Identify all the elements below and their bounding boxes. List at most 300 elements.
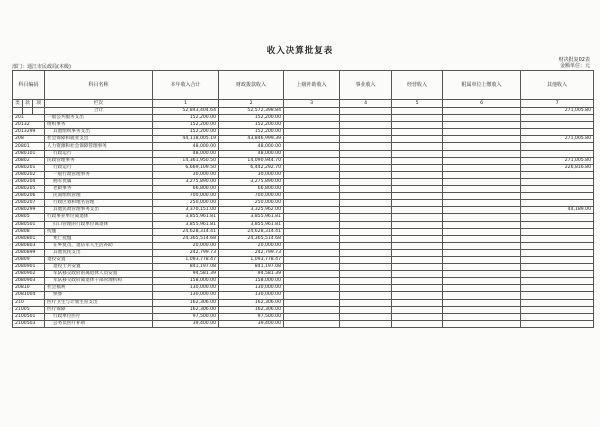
row-other: 271,005.80 bbox=[521, 136, 594, 143]
row-name: 抚恤 bbox=[45, 228, 153, 235]
row-upper bbox=[284, 171, 340, 178]
row-name: 归口管理的行政单位离退休 bbox=[45, 221, 153, 228]
row-operating bbox=[392, 249, 443, 256]
row-name: 拥军优属 bbox=[45, 178, 153, 185]
table-row bbox=[13, 207, 594, 214]
row-name: 医疗卫生与计划生育支出 bbox=[45, 299, 153, 306]
row-business bbox=[340, 320, 392, 327]
row-upper bbox=[284, 313, 340, 320]
col-num: 4 bbox=[340, 100, 392, 108]
row-fiscal: 43,846,999.39 bbox=[219, 136, 284, 143]
row-code: 2080899 bbox=[13, 249, 45, 256]
row-other bbox=[521, 242, 594, 249]
row-fiscal: 66,800.00 bbox=[219, 186, 284, 193]
row-code: 2080201 bbox=[13, 164, 45, 171]
row-subsidiary bbox=[443, 150, 521, 157]
row-fiscal: 24,365,514.68 bbox=[219, 235, 284, 242]
row-fiscal: 3,275,890.00 bbox=[219, 178, 284, 185]
row-code: 20802 bbox=[13, 157, 45, 164]
row-operating bbox=[392, 193, 443, 200]
row-upper bbox=[284, 278, 340, 285]
row-upper bbox=[284, 249, 340, 256]
header-upper: 上级补助收入 bbox=[284, 71, 340, 100]
row-fiscal: 20,000.00 bbox=[219, 242, 284, 249]
row-code: 2081004 bbox=[13, 292, 45, 299]
row-fiscal: 6,442,292.70 bbox=[219, 164, 284, 171]
row-total: 20,000.00 bbox=[153, 242, 219, 249]
row-operating bbox=[392, 186, 443, 193]
row-upper bbox=[284, 186, 340, 193]
row-total: 66,800.00 bbox=[153, 186, 219, 193]
row-subsidiary bbox=[443, 242, 521, 249]
row-upper bbox=[284, 221, 340, 228]
row-operating bbox=[392, 136, 443, 143]
row-upper bbox=[284, 164, 340, 171]
row-total: 3,855,961.81 bbox=[153, 214, 219, 221]
row-subsidiary bbox=[443, 256, 521, 263]
row-name: 民间组织管理 bbox=[45, 193, 153, 200]
table-row bbox=[13, 122, 594, 129]
row-upper bbox=[284, 178, 340, 185]
row-operating bbox=[392, 129, 443, 136]
xiang-label: 项 bbox=[33, 100, 45, 108]
row-total: 130,000.00 bbox=[153, 285, 219, 292]
row-fiscal: 39,400.00 bbox=[219, 320, 284, 327]
row-total: 3,855,961.81 bbox=[153, 221, 219, 228]
row-name: 行政单位医疗 bbox=[45, 313, 153, 320]
row-other bbox=[521, 200, 594, 207]
row-code: 20801 bbox=[13, 143, 45, 150]
row-upper bbox=[284, 235, 340, 242]
row-total: 242,799.73 bbox=[153, 249, 219, 256]
header-fiscal: 财政拨款收入 bbox=[219, 71, 284, 100]
row-name: 行政运行 bbox=[45, 150, 153, 157]
row-fiscal: 700,000.00 bbox=[219, 193, 284, 200]
row-business bbox=[340, 164, 392, 171]
form-code: 财决批复02表 bbox=[558, 57, 590, 63]
row-business bbox=[340, 313, 392, 320]
row-fiscal: 250,000.00 bbox=[219, 200, 284, 207]
header-name: 科目名称 bbox=[45, 71, 153, 100]
row-business bbox=[340, 278, 392, 285]
row-subsidiary bbox=[443, 214, 521, 221]
row-name: 行政区划和地名管理 bbox=[45, 200, 153, 207]
page-title: 收入决算批复表 bbox=[266, 46, 334, 56]
table-row bbox=[13, 200, 594, 207]
row-operating bbox=[392, 299, 443, 306]
row-name: 其他民政管理事务支出 bbox=[45, 207, 153, 214]
row-upper bbox=[284, 228, 340, 235]
row-other bbox=[521, 228, 594, 235]
row-code: 2080101 bbox=[13, 150, 45, 157]
row-fiscal: 94,581.39 bbox=[219, 271, 284, 278]
row-code: 2080501 bbox=[13, 221, 45, 228]
row-code: 20808 bbox=[13, 228, 45, 235]
row-other bbox=[521, 320, 594, 327]
table-row bbox=[13, 285, 594, 292]
row-business bbox=[340, 143, 392, 150]
table-row bbox=[13, 256, 594, 263]
table-row bbox=[13, 115, 594, 122]
row-upper bbox=[284, 150, 340, 157]
table-row bbox=[13, 264, 594, 271]
row-subsidiary bbox=[443, 115, 521, 122]
row-business bbox=[340, 235, 392, 242]
kuan-label: 款 bbox=[23, 100, 33, 108]
header-row bbox=[13, 71, 594, 100]
row-total: 14,361,950.50 bbox=[153, 157, 219, 164]
row-upper bbox=[284, 214, 340, 221]
row-business bbox=[340, 200, 392, 207]
header-subsidiary: 附属单位上缴收入 bbox=[443, 71, 521, 100]
row-other bbox=[521, 115, 594, 122]
row-operating bbox=[392, 221, 443, 228]
row-subsidiary bbox=[443, 299, 521, 306]
row-total: 152,200.00 bbox=[153, 129, 219, 136]
row-name: 其他组织事务支出 bbox=[45, 129, 153, 136]
row-code: 210 bbox=[13, 299, 45, 306]
table-row bbox=[13, 235, 594, 242]
row-upper bbox=[284, 320, 340, 327]
row-business bbox=[340, 228, 392, 235]
row-fiscal: 162,306.00 bbox=[219, 306, 284, 313]
row-name: 民政管理事务 bbox=[45, 157, 153, 164]
row-other bbox=[521, 306, 594, 313]
table-row bbox=[13, 186, 594, 193]
row-other bbox=[521, 292, 594, 299]
row-name: 医疗保障 bbox=[45, 306, 153, 313]
row-fiscal: 30,000.00 bbox=[219, 171, 284, 178]
row-fiscal: 152,200.00 bbox=[219, 129, 284, 136]
row-fiscal: 48,000.00 bbox=[219, 143, 284, 150]
row-operating bbox=[392, 235, 443, 242]
row-business bbox=[340, 122, 392, 129]
row-subsidiary bbox=[443, 122, 521, 129]
row-total: 48,000.00 bbox=[153, 150, 219, 157]
row-code: 2080801 bbox=[13, 235, 45, 242]
row-subsidiary bbox=[443, 200, 521, 207]
table-row bbox=[13, 271, 594, 278]
row-business bbox=[340, 115, 392, 122]
table-row bbox=[13, 292, 594, 299]
row-other bbox=[521, 129, 594, 136]
table-row bbox=[13, 278, 594, 285]
row-operating bbox=[392, 242, 443, 249]
row-upper bbox=[284, 242, 340, 249]
row-code: 2080903 bbox=[13, 278, 45, 285]
header-code: 科目编码 bbox=[13, 71, 45, 100]
row-other bbox=[521, 193, 594, 200]
table-row bbox=[13, 150, 594, 157]
row-other bbox=[521, 249, 594, 256]
row-total: 152,200.00 bbox=[153, 115, 219, 122]
row-operating bbox=[392, 306, 443, 313]
row-operating bbox=[392, 143, 443, 150]
row-other bbox=[521, 264, 594, 271]
row-business bbox=[340, 171, 392, 178]
table-row bbox=[13, 306, 594, 313]
col-num: 6 bbox=[443, 100, 521, 108]
row-operating bbox=[392, 207, 443, 214]
table-row bbox=[13, 249, 594, 256]
row-other bbox=[521, 271, 594, 278]
row-business bbox=[340, 242, 392, 249]
row-other bbox=[521, 214, 594, 221]
row-fiscal: 3,855,961.81 bbox=[219, 214, 284, 221]
table-row bbox=[13, 136, 594, 143]
row-operating bbox=[392, 313, 443, 320]
row-other bbox=[521, 150, 594, 157]
table-row bbox=[13, 228, 594, 235]
row-business bbox=[340, 292, 392, 299]
row-operating bbox=[392, 164, 443, 171]
row-operating bbox=[392, 264, 443, 271]
row-fiscal: 152,200.00 bbox=[219, 115, 284, 122]
row-name: 社会保障和就业支出 bbox=[45, 136, 153, 143]
row-business bbox=[340, 129, 392, 136]
row-subsidiary bbox=[443, 292, 521, 299]
row-business bbox=[340, 214, 392, 221]
row-code: 20810 bbox=[13, 285, 45, 292]
row-total: 3,370,151.00 bbox=[153, 207, 219, 214]
table-row bbox=[13, 193, 594, 200]
row-other bbox=[521, 143, 594, 150]
row-subsidiary bbox=[443, 320, 521, 327]
row-subsidiary bbox=[443, 221, 521, 228]
row-code: 208 bbox=[13, 136, 45, 143]
row-code: 2080204 bbox=[13, 178, 45, 185]
row-subsidiary bbox=[443, 207, 521, 214]
row-other bbox=[521, 256, 594, 263]
row-business bbox=[340, 178, 392, 185]
lanci-row bbox=[13, 100, 594, 108]
row-total: 6,669,109.50 bbox=[153, 164, 219, 171]
table-row bbox=[13, 129, 594, 136]
row-operating bbox=[392, 320, 443, 327]
row-other bbox=[521, 278, 594, 285]
row-operating bbox=[392, 228, 443, 235]
row-operating bbox=[392, 115, 443, 122]
row-code: 2100501 bbox=[13, 313, 45, 320]
total-label: 合计 bbox=[45, 108, 153, 115]
col-num: 1 bbox=[153, 100, 219, 108]
row-upper bbox=[284, 256, 340, 263]
row-code: 2100503 bbox=[13, 320, 45, 327]
row-name: 在乡复员、退伍军人生活补助 bbox=[45, 242, 153, 249]
col-num: 5 bbox=[392, 100, 443, 108]
row-operating bbox=[392, 150, 443, 157]
row-subsidiary bbox=[443, 264, 521, 271]
row-fiscal: 48,000.00 bbox=[219, 150, 284, 157]
table-row bbox=[13, 178, 594, 185]
amount-unit: 金额单位：元 bbox=[559, 63, 590, 69]
row-code: 2080202 bbox=[13, 171, 45, 178]
row-subsidiary bbox=[443, 129, 521, 136]
row-fiscal: 97,500.00 bbox=[219, 313, 284, 320]
row-name: 殡葬 bbox=[45, 292, 153, 299]
col-num: 3 bbox=[284, 100, 340, 108]
row-total: 97,500.00 bbox=[153, 313, 219, 320]
row-operating bbox=[392, 292, 443, 299]
row-business bbox=[340, 299, 392, 306]
row-name: 公务员医疗补助 bbox=[45, 320, 153, 327]
row-name: 退役士兵安置 bbox=[45, 264, 153, 271]
row-code: 2080803 bbox=[13, 242, 45, 249]
row-upper bbox=[284, 136, 340, 143]
row-total: 841,197.08 bbox=[153, 264, 219, 271]
header-business: 事业收入 bbox=[340, 71, 392, 100]
row-name: 一般公共服务支出 bbox=[45, 115, 153, 122]
row-subsidiary bbox=[443, 271, 521, 278]
table-row bbox=[13, 313, 594, 320]
row-fiscal: 841,197.08 bbox=[219, 264, 284, 271]
row-code: 2080205 bbox=[13, 186, 45, 193]
row-operating bbox=[392, 271, 443, 278]
table-row bbox=[13, 164, 594, 171]
row-operating bbox=[392, 285, 443, 292]
row-total: 162,306.00 bbox=[153, 306, 219, 313]
row-total: 3,275,890.00 bbox=[153, 178, 219, 185]
row-subsidiary bbox=[443, 171, 521, 178]
row-total: 24,628,314.41 bbox=[153, 228, 219, 235]
row-fiscal: 242,799.73 bbox=[219, 249, 284, 256]
row-fiscal: 3,325,962.00 bbox=[219, 207, 284, 214]
row-subsidiary bbox=[443, 278, 521, 285]
row-total: 48,000.00 bbox=[153, 143, 219, 150]
row-upper bbox=[284, 285, 340, 292]
row-subsidiary bbox=[443, 306, 521, 313]
row-total: 39,400.00 bbox=[153, 320, 219, 327]
row-other bbox=[521, 313, 594, 320]
row-operating bbox=[392, 256, 443, 263]
row-subsidiary bbox=[443, 249, 521, 256]
col-num: 2 bbox=[219, 100, 284, 108]
row-upper bbox=[284, 157, 340, 164]
row-business bbox=[340, 136, 392, 143]
row-subsidiary bbox=[443, 178, 521, 185]
row-code: 2080206 bbox=[13, 193, 45, 200]
row-operating bbox=[392, 178, 443, 185]
row-business bbox=[340, 306, 392, 313]
row-other bbox=[521, 299, 594, 306]
row-code: 2080299 bbox=[13, 207, 45, 214]
row-total: 130,000.00 bbox=[153, 292, 219, 299]
row-fiscal: 1,093,778.47 bbox=[219, 256, 284, 263]
row-subsidiary bbox=[443, 228, 521, 235]
row-upper bbox=[284, 207, 340, 214]
row-business bbox=[340, 193, 392, 200]
row-name: 行政事业单位离退休 bbox=[45, 214, 153, 221]
row-upper bbox=[284, 129, 340, 136]
row-business bbox=[340, 150, 392, 157]
row-operating bbox=[392, 200, 443, 207]
row-upper bbox=[284, 292, 340, 299]
row-subsidiary bbox=[443, 157, 521, 164]
row-business bbox=[340, 186, 392, 193]
row-subsidiary bbox=[443, 313, 521, 320]
table-row bbox=[13, 171, 594, 178]
row-name: 军队移交政府离退休干部管理机构 bbox=[45, 278, 153, 285]
row-name: 社会福利 bbox=[45, 285, 153, 292]
row-subsidiary bbox=[443, 164, 521, 171]
row-upper bbox=[284, 299, 340, 306]
row-total: 94,581.39 bbox=[153, 271, 219, 278]
row-operating bbox=[392, 171, 443, 178]
row-business bbox=[340, 285, 392, 292]
row-upper bbox=[284, 143, 340, 150]
row-name: 死亡抚恤 bbox=[45, 235, 153, 242]
row-business bbox=[340, 157, 392, 164]
row-business bbox=[340, 264, 392, 271]
row-upper bbox=[284, 200, 340, 207]
row-name: 行政运行 bbox=[45, 164, 153, 171]
row-total: 30,000.00 bbox=[153, 171, 219, 178]
row-subsidiary bbox=[443, 193, 521, 200]
total-amount: 52,843,404.64 bbox=[153, 108, 219, 115]
row-operating bbox=[392, 278, 443, 285]
row-fiscal: 158,000.00 bbox=[219, 278, 284, 285]
row-fiscal: 3,855,961.81 bbox=[219, 221, 284, 228]
total-other: 271,005.80 bbox=[521, 108, 594, 115]
row-code: 21005 bbox=[13, 306, 45, 313]
total-fiscal: 52,572,398.84 bbox=[219, 108, 284, 115]
row-name: 军队移交政府的离退休人员安置 bbox=[45, 271, 153, 278]
department-label: 部门：通江市民政局(本级) bbox=[12, 64, 71, 70]
table-row bbox=[13, 143, 594, 150]
row-operating bbox=[392, 157, 443, 164]
table-row bbox=[13, 221, 594, 228]
row-other: 44,189.00 bbox=[521, 207, 594, 214]
lanci-label: 栏次 bbox=[45, 100, 153, 108]
row-subsidiary bbox=[443, 186, 521, 193]
row-other: 271,005.80 bbox=[521, 157, 594, 164]
row-business bbox=[340, 249, 392, 256]
header-other: 其他收入 bbox=[521, 71, 594, 100]
row-total: 24,365,514.68 bbox=[153, 235, 219, 242]
header-total: 本年收入合计 bbox=[153, 71, 219, 100]
row-code: 20132 bbox=[13, 122, 45, 129]
row-other bbox=[521, 178, 594, 185]
row-total: 162,306.00 bbox=[153, 299, 219, 306]
row-total: 700,000.00 bbox=[153, 193, 219, 200]
table-row bbox=[13, 299, 594, 306]
row-fiscal: 130,000.00 bbox=[219, 285, 284, 292]
row-upper bbox=[284, 193, 340, 200]
row-name: 退役安置 bbox=[45, 256, 153, 263]
row-name: 人力资源和社会保障管理事务 bbox=[45, 143, 153, 150]
row-business bbox=[340, 221, 392, 228]
row-business bbox=[340, 207, 392, 214]
row-name: 一般行政管理事务 bbox=[45, 171, 153, 178]
row-other bbox=[521, 221, 594, 228]
table-row bbox=[13, 157, 594, 164]
table-row bbox=[13, 320, 594, 327]
row-fiscal: 24,628,314.41 bbox=[219, 228, 284, 235]
row-subsidiary bbox=[443, 136, 521, 143]
row-total: 158,000.00 bbox=[153, 278, 219, 285]
header-operating: 经营收入 bbox=[392, 71, 443, 100]
row-other bbox=[521, 122, 594, 129]
row-name: 老龄事务 bbox=[45, 186, 153, 193]
row-total: 44,118,005.19 bbox=[153, 136, 219, 143]
row-code: 2080901 bbox=[13, 264, 45, 271]
total-row bbox=[13, 108, 594, 115]
row-subsidiary bbox=[443, 285, 521, 292]
row-operating bbox=[392, 214, 443, 221]
row-code: 201 bbox=[13, 115, 45, 122]
row-upper bbox=[284, 122, 340, 129]
table-row bbox=[13, 242, 594, 249]
